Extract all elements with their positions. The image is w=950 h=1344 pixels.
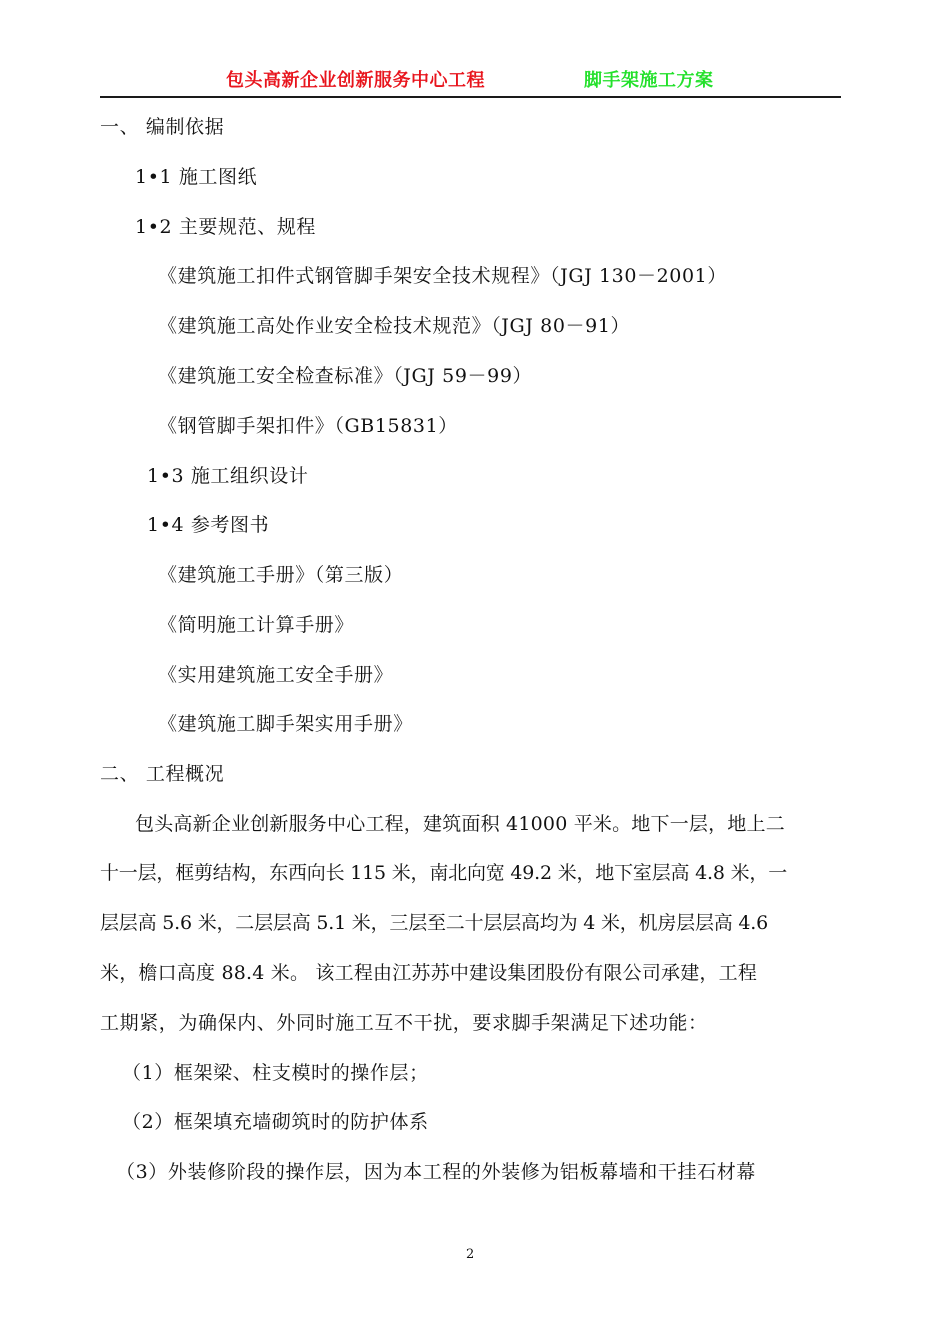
section-2-heading: 二、 工程概况: [100, 763, 225, 785]
page-number: 2: [466, 1247, 475, 1262]
item-1-4: 1•4 参考图书: [147, 514, 270, 536]
book-item: 《简明施工计算手册》: [158, 614, 355, 636]
standard-item: 《建筑施工安全检查标准》（JGJ 59－99）: [158, 365, 533, 387]
standard-item: 《建筑施工扣件式钢管脚手架安全技术规程》（JGJ 130－2001）: [158, 265, 727, 287]
overview-paragraph-line: 工期紧，为确保内、外同时施工互不干扰，要求脚手架满足下述功能：: [100, 1012, 708, 1034]
item-1-1: 1•1 施工图纸: [135, 166, 258, 188]
page-header: [100, 66, 841, 96]
function-item: （2）框架填充墙砌筑时的防护体系: [122, 1111, 429, 1133]
overview-paragraph-line: 层层高 5.6 米，二层层高 5.1 米，三层至二十层层高均为 4 米，机房层层高 4.6: [100, 912, 769, 934]
document-title: 脚手架施工方案: [584, 70, 714, 91]
item-1-2: 1•2 主要规范、规程: [135, 216, 317, 238]
book-item: 《建筑施工脚手架实用手册》: [158, 713, 413, 735]
overview-paragraph-line: 包头高新企业创新服务中心工程，建筑面积 41000 平米。地下一层，地上二: [135, 813, 785, 835]
overview-paragraph-line: 米，檐口高度 88.4 米。 该工程由江苏苏中建设集团股份有限公司承建，工程: [100, 962, 758, 984]
project-title: 包头高新企业创新服务中心工程: [226, 70, 485, 91]
section-1-heading: 一、 编制依据: [100, 116, 225, 138]
book-item: 《建筑施工手册》（第三版）: [158, 564, 404, 586]
standard-item: 《钢管脚手架扣件》（GB15831）: [158, 415, 458, 437]
function-item: （3）外装修阶段的操作层，因为本工程的外装修为铝板幕墙和干挂石材幕: [116, 1161, 756, 1183]
item-1-3: 1•3 施工组织设计: [147, 465, 309, 487]
standard-item: 《建筑施工高处作业安全检技术规范》（JGJ 80－91）: [158, 315, 631, 337]
header-divider: [100, 96, 841, 98]
book-item: 《实用建筑施工安全手册》: [158, 664, 394, 686]
overview-paragraph-line: 十一层，框剪结构，东西向长 115 米，南北向宽 49.2 米，地下室层高 4.8 米，一: [100, 862, 788, 884]
function-item: （1）框架梁、柱支模时的操作层；: [122, 1062, 429, 1084]
